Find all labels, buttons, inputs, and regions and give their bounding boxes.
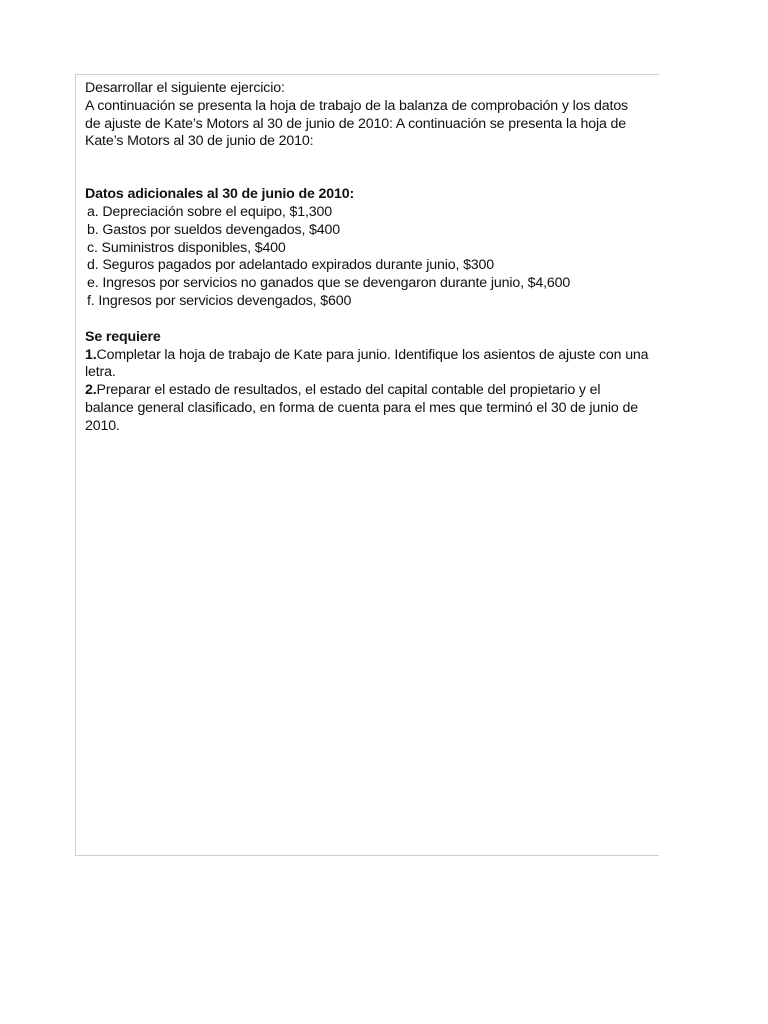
spacer — [85, 311, 659, 329]
requirement-1-text: Completar la hoja de trabajo de Kate para junio. Identifique los asientos de ajuste con una letra. — [85, 346, 649, 381]
document-frame — [75, 74, 659, 856]
additional-data-title: Datos adicionales al 30 de junio de 2010: — [85, 186, 355, 203]
additional-item-a: a. Depreciación sobre el equipo, $1,300 — [87, 203, 332, 220]
intro-line-2: de ajuste de Kate’s Motors al 30 de junio de 2010: A continuación se presenta la hoja de — [85, 115, 627, 132]
requirements-title: Se requiere — [85, 328, 161, 345]
requirement-2-number: 2. — [85, 382, 97, 399]
requirement-1-number: 1. — [85, 346, 97, 363]
additional-item-d: d. Seguros pagados por adelantado expirados durante junio, $300 — [87, 257, 495, 274]
requirement-2-text: Preparar el estado de resultados, el estado del capital contable del propietario y el balance general clasificado, en forma de cuenta para el mes que terminó el 30 de junio de 2010. — [85, 382, 638, 434]
additional-item-c: c. Suministros disponibles, $400 — [87, 239, 286, 256]
document-content — [85, 80, 659, 436]
requirement-2 — [85, 382, 650, 435]
additional-item-b: b. Gastos por sueldos devengados, $400 — [87, 221, 341, 238]
intro-line-1: A continuación se presenta la hoja de trabajo de la balanza de comprobación y los datos — [85, 97, 628, 114]
additional-item-e: e. Ingresos por servicios no ganados que se devengaron durante junio, $4,600 — [87, 275, 571, 292]
spacer — [85, 151, 659, 186]
additional-item-f: f. Ingresos por servicios devengados, $600 — [87, 292, 352, 309]
exercise-heading: Desarrollar el siguiente ejercicio: — [85, 80, 285, 96]
requirement-1 — [85, 347, 650, 383]
intro-line-3: Kate’s Motors al 30 de junio de 2010: — [85, 133, 314, 150]
